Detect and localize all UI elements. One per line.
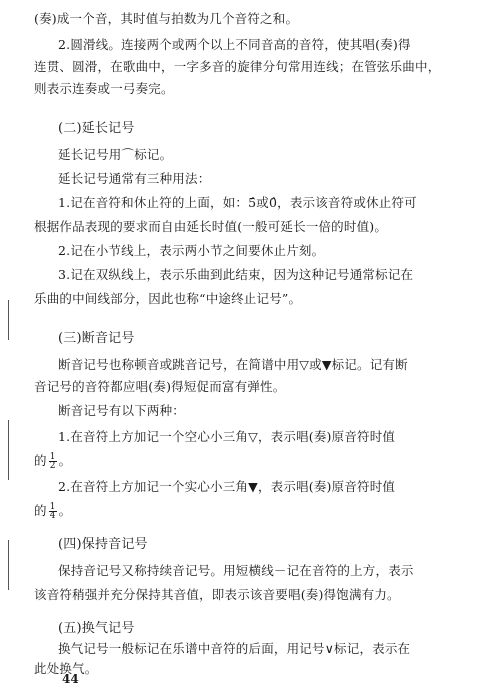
paragraph-line: 连贯、圆滑，在歌曲中，一字多音的旋律分句常用连线；在管弦乐曲中， bbox=[34, 59, 441, 74]
fraction-numerator: 1 bbox=[49, 502, 56, 512]
paragraph-line: 延长记号用⌒标记。 bbox=[58, 147, 173, 162]
fraction-quarter bbox=[49, 503, 57, 520]
section-heading: (四)保持音记号 bbox=[58, 537, 148, 552]
paragraph-line: 1.记在音符和休止符的上面，如：5̂或0̂，表示该音符或休止符可 bbox=[58, 195, 417, 210]
scan-margin-mark bbox=[8, 300, 9, 340]
paragraph-line: (奏)成一个音，其时值与拍数为几个音符之和。 bbox=[34, 11, 299, 26]
fraction-denominator: 4 bbox=[49, 511, 56, 521]
paragraph-line: 3.记在双纵线上，表示乐曲到此结束，因为这种记号通常标记在 bbox=[58, 267, 414, 282]
paragraph-line: 保持音记号又称持续音记号。用短横线－记在音符的上方，表示 bbox=[58, 563, 414, 578]
page-number: 44 bbox=[62, 672, 79, 686]
fraction-half bbox=[49, 453, 57, 470]
paragraph-line: 2.记在小节线上，表示两小节之间要休止片刻。 bbox=[58, 243, 325, 258]
paragraph-line: 换气记号一般标记在乐谱中音符的后面，用记号∨标记，表示在 bbox=[58, 641, 411, 656]
section-heading: (二)延长记号 bbox=[58, 121, 135, 136]
paragraph-line: 的 $\frac{1}{2}$ 。 bbox=[34, 452, 72, 471]
paragraph-line: 的 $\frac{1}{4}$ 。 bbox=[34, 502, 72, 521]
paragraph-line: 断音记号也称顿音或跳音记号，在简谱中用▽或▼标记。记有断 bbox=[58, 357, 408, 372]
paragraph-line: 2.在音符上方加记一个实心小三角▼，表示唱(奏)原音符时值 bbox=[58, 479, 396, 494]
paragraph-line: 则表示连奏或一弓奏完。 bbox=[34, 81, 174, 96]
section-heading: (三)断音记号 bbox=[58, 331, 135, 346]
fraction-denominator: 2 bbox=[49, 461, 56, 471]
paragraph-line: 此处换气。 bbox=[34, 661, 98, 676]
section-heading: (五)换气记号 bbox=[58, 621, 135, 636]
paragraph-line: 2.圆滑线。连接两个或两个以上不同音高的音符，使其唱(奏)得 bbox=[58, 37, 411, 52]
paragraph-line: 1.在音符上方加记一个空心小三角▽，表示唱(奏)原音符时值 bbox=[58, 429, 396, 444]
paragraph-line: 延长记号通常有三种用法： bbox=[58, 171, 211, 186]
paragraph-line: 音记号的音符都应唱(奏)得短促而富有弹性。 bbox=[34, 379, 286, 394]
paragraph-line: 乐曲的中间线部分，因此也称“中途终止记号”。 bbox=[34, 291, 302, 306]
scan-margin-mark bbox=[8, 420, 9, 480]
paragraph-line: 该音符稍强并充分保持其音值，即表示该音要唱(奏)得饱满有力。 bbox=[34, 587, 400, 602]
line-text: 的 bbox=[34, 503, 47, 518]
paragraph-line: 根据作品表现的要求而自由延长时值(一般可延长一倍的时值)。 bbox=[34, 219, 388, 234]
scan-margin-mark bbox=[8, 540, 9, 590]
fraction-numerator: 1 bbox=[49, 452, 56, 462]
paragraph-line: 断音记号有以下两种： bbox=[58, 403, 186, 418]
line-text: 的 bbox=[34, 453, 47, 468]
